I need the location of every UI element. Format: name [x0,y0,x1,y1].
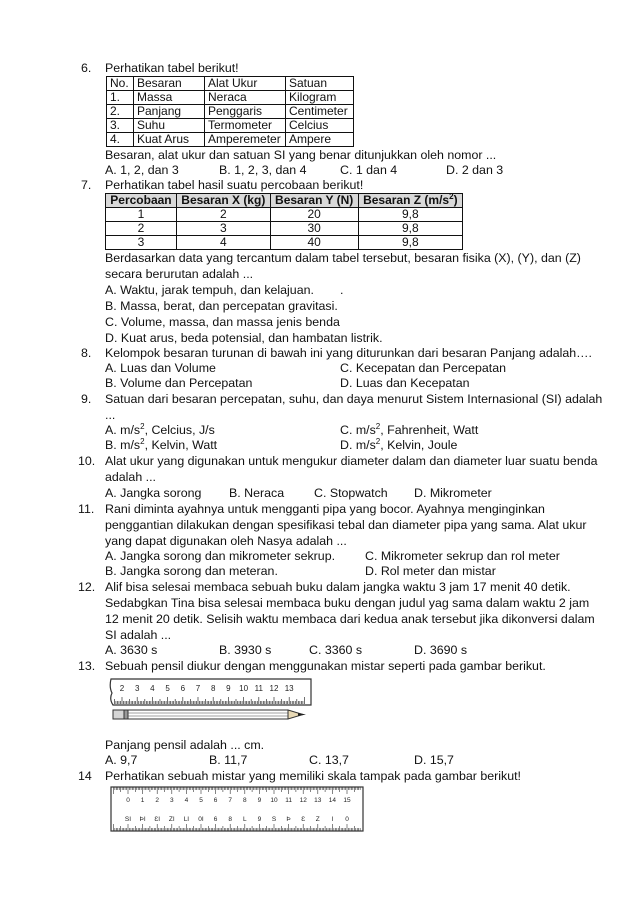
ruler-top-number: 0 [126,797,130,804]
q10-option-b: B. Neraca [229,486,285,500]
table-row [107,105,354,119]
ruler-number: 2 [119,684,125,693]
ruler-bottom-number: I [331,816,334,823]
q6-table [106,76,354,147]
table-cell: 3 [176,222,270,236]
pencil-eraser [113,710,124,719]
table-cell: Suhu [134,119,205,133]
ruler-bottom-number: ÞI [139,816,146,823]
ruler-top-number: 13 [314,797,322,804]
q7-prompt: Perhatikan tabel hasil suatu percobaan berikut! [105,178,364,192]
ruler-number: 9 [226,684,231,693]
ruler-top-number: 15 [343,797,351,804]
q12-question-line-3: 12 menit 20 detik. Selisih waktu membaca dari kedua anak tersebut jika dikonversi dalam [105,612,595,626]
ruler-top-number: 8 [242,797,247,804]
question-number-7: 7. [81,178,92,192]
q7-option-b: B. Massa, berat, dan percepatan gravitasi. [105,299,338,313]
q9-option-a: A. $m/s^2$, Celcius, J/s [105,421,215,437]
q8-option-a: A. Luas dan Volume [105,361,216,375]
double-ruler-body [111,787,363,831]
question-number-8: 8. [81,346,92,360]
q12-option-d: D. 3690 s [414,643,468,657]
pencil-body [128,710,288,719]
q13-question: Sebuah pensil diukur dengan menggunakan mistar seperti pada gambar berikut. [105,659,546,673]
question-number-12: 12. [78,580,96,594]
ruler-bottom-number: 8 [228,816,233,823]
q14-question: Perhatikan sebuah mistar yang memiliki skala tampak pada gambar berikut! [105,769,521,783]
q6-prompt: Perhatikan tabel berikut! [105,61,239,75]
ruler-top-number: 14 [328,797,337,804]
ruler-top-number: 10 [270,797,278,804]
ruler-top-number: 2 [155,797,160,804]
ruler-bottom-number: ZI [168,816,175,823]
table-row [106,236,463,250]
q10-question-line-2: adalah ... [105,470,156,484]
table-cell: 3 [106,236,177,250]
q13-option-d: D. 15,7 [414,753,454,767]
ruler-top-number: 9 [257,797,262,804]
table-cell: 2 [106,222,177,236]
table-row [106,222,463,236]
q10-option-c: C. Stopwatch [314,486,388,500]
ruler-number: 8 [210,684,216,693]
question-number-14: 14 [78,769,92,783]
q8-question: Kelompok besaran turunan di bawah ini yang diturunkan dari besaran Panjang adalah…. [105,346,593,360]
q11-question-line-1: Rani diminta ayahnya untuk mengganti pipa yang bocor. Ayahnya menginginkan [105,502,545,516]
ruler-top-number: 5 [199,797,203,804]
q6-header-no: No. [107,77,134,91]
q9-option-c: C. $m/s^2$, Fahrenheit, Watt [340,421,479,437]
q11-question-line-3: yang dapat digunakan oleh Nasya adalah ... [105,534,347,548]
table-cell: Kilogram [286,91,354,105]
q9-question-line-2: ... [105,408,116,422]
ruler-number: 11 [254,684,263,693]
pencil-ferrule [124,710,128,719]
q7-header-percobaan: Percobaan [106,194,177,208]
q11-option-a: A. Jangka sorong dan mikrometer sekrup. [105,549,336,563]
q7-header-besaran-z: Besaran Z $(m/s^2)$ [358,194,462,208]
table-cell: 4 [176,236,270,250]
question-number-11: 11. [78,502,95,516]
q10-question-line-1: Alat ukur yang digunakan untuk mengukur diameter dalam dan diameter luar suatu benda [105,454,598,468]
pencil-lead [298,713,306,716]
q13-option-b: B. 11,7 [209,753,248,767]
q12-option-a: A. 3630 s [105,643,158,657]
table-row [106,208,463,222]
ruler-top-number: 12 [299,797,307,804]
ruler-bottom-number: 0 [345,816,349,823]
table-cell: Massa [134,91,205,105]
table-row [107,133,354,147]
ruler-bottom-number: 6 [213,816,218,823]
q8-option-b: B. Volume dan Percepatan [105,376,253,390]
ruler-number: 4 [150,684,155,693]
table-cell: Amperemeter [205,133,286,147]
table-cell: 40 [270,236,358,250]
question-number-13: 13. [78,659,96,673]
ruler-bottom-number: Z [315,816,320,823]
ruler-pencil-image [108,677,314,727]
q11-question-line-2: penggantian dilakukan dengan spesifikasi tebal dan diameter pipa yang sama. Alat ukur [105,518,587,532]
q9-question-line-1: Satuan dari besaran percepatan, suhu, dan daya menurut Sistem Internasional (SI) adalah [105,392,603,406]
table-cell: 30 [270,222,358,236]
table-cell: Celcius [286,119,354,133]
table-cell: Neraca [205,91,286,105]
q6-option-b: B. 1, 2, 3, dan 4 [219,163,307,177]
q12-question-line-2: Sedabgkan Tina bisa selesai membaca buku dengan judul yag sama dalam waktu 2 jam [105,596,590,610]
question-number-6: 6. [81,61,92,75]
q11-option-b: B. Jangka sorong dan meteran. [105,564,278,578]
q11-option-c: C. Mikrometer sekrup dan rol meter [365,549,560,563]
q12-option-b: B. 3930 s [219,643,272,657]
table-row [107,119,354,133]
q12-option-c: C. 3360 s [309,643,363,657]
q7-question-line-1: Berdasarkan data yang tercantum dalam tabel tersebut, besaran fisika (X), (Y), dan (Z) [105,251,581,265]
table-cell: Termometer [205,119,286,133]
ruler-bottom-number: L [242,816,247,823]
q7-option-d: D. Kuat arus, beda potensial, dan hambatan listrik. [105,331,383,345]
ruler-top-number: 3 [169,797,174,804]
ruler-number: 6 [180,684,186,693]
table-cell: 1 [106,208,177,222]
q7-question-line-2: secara berurutan adalah ... [105,267,254,281]
ruler-bottom-number: Ɛ [301,816,306,823]
ruler-bottom-number: Þ [286,816,291,823]
q8-option-d: D. Luas dan Kecepatan [340,376,470,390]
table-cell: Centimeter [286,105,354,119]
ruler-number: 3 [134,684,140,693]
ruler-top-number: 6 [213,797,218,804]
q6-question: Besaran, alat ukur dan satuan SI yang benar ditunjukkan oleh nomor ... [105,148,497,162]
ruler-number: 10 [239,684,249,693]
table-cell: 1. [107,91,134,105]
table-row [107,91,354,105]
double-ruler-image [110,786,364,832]
ruler-pencil-svg [108,677,314,727]
question-number-10: 10. [78,454,96,468]
table-cell: 2. [107,105,134,119]
q7-stray-dot: . [340,283,344,297]
ruler-bottom-number: 9 [257,816,262,823]
q7-header-besaran-x: Besaran X (kg) [176,194,270,208]
ruler-top-number: 11 [285,797,292,804]
q11-option-d: D. Rol meter dan mistar [365,564,496,578]
q10-option-d: D. Mikrometer [414,486,492,500]
q6-header-besaran: Besaran [134,77,205,91]
q9-option-b: B. $m/s^2$, Kelvin, Watt [105,436,218,452]
q6-option-d: D. 2 dan 3 [446,163,504,177]
q6-header-alat-ukur: Alat Ukur [205,77,286,91]
q13-option-a: A. 9,7 [105,753,138,767]
question-number-9: 9. [81,392,92,406]
table-cell: Ampere [286,133,354,147]
q6-option-c: C. 1 dan 4 [340,163,398,177]
table-cell: 9,8 [358,222,462,236]
q13-question-2: Panjang pensil adalah ... cm. [105,738,265,752]
q7-option-a: A. Waktu, jarak tempuh, dan kelajuan. [105,283,314,297]
q6-option-a: A. 1, 2, dan 3 [105,163,179,177]
q6-header-satuan: Satuan [286,77,354,91]
table-cell: 4. [107,133,134,147]
q12-question-line-4: SI adalah ... [105,628,172,642]
ruler-bottom-number: 0I [198,816,204,823]
q10-option-a: A. Jangka sorong [105,486,202,500]
ruler-bottom-number: ƐI [154,816,161,823]
q9-option-d: D. $m/s^2$, Kelvin, Joule [340,436,458,452]
table-cell: 3. [107,119,134,133]
ruler-number: 13 [284,684,294,693]
q7-header-besaran-y: Besaran Y (N) [270,194,358,208]
table-cell: 2 [176,208,270,222]
ruler-number: 12 [269,684,279,693]
ruler-bottom-number: LI [183,816,190,823]
q7-option-c: C. Volume, massa, dan massa jenis benda [105,315,340,329]
ruler-bottom-number: SI [124,816,132,823]
table-cell: 9,8 [358,208,462,222]
q7-table [105,193,463,250]
q13-option-c: C. 13,7 [309,753,349,767]
ruler-bottom-number: S [271,816,277,823]
table-cell: Panjang [134,105,205,119]
ruler-number: 5 [165,684,170,693]
table-cell: 20 [270,208,358,222]
table-cell: Kuat Arus [134,133,205,147]
ruler-number: 7 [195,684,201,693]
ruler-top-number: 1 [140,797,145,804]
double-ruler-svg [110,786,364,832]
q8-option-c: C. Kecepatan dan Percepatan [340,361,507,375]
table-cell: Penggaris [205,105,286,119]
table-cell: 9,8 [358,236,462,250]
q12-question-line-1: Alif bisa selesai membaca sebuah buku dalam jangka waktu 3 jam 17 menit 40 detik. [105,580,571,594]
ruler-top-number: 4 [184,797,189,804]
ruler-top-number: 7 [228,797,233,804]
